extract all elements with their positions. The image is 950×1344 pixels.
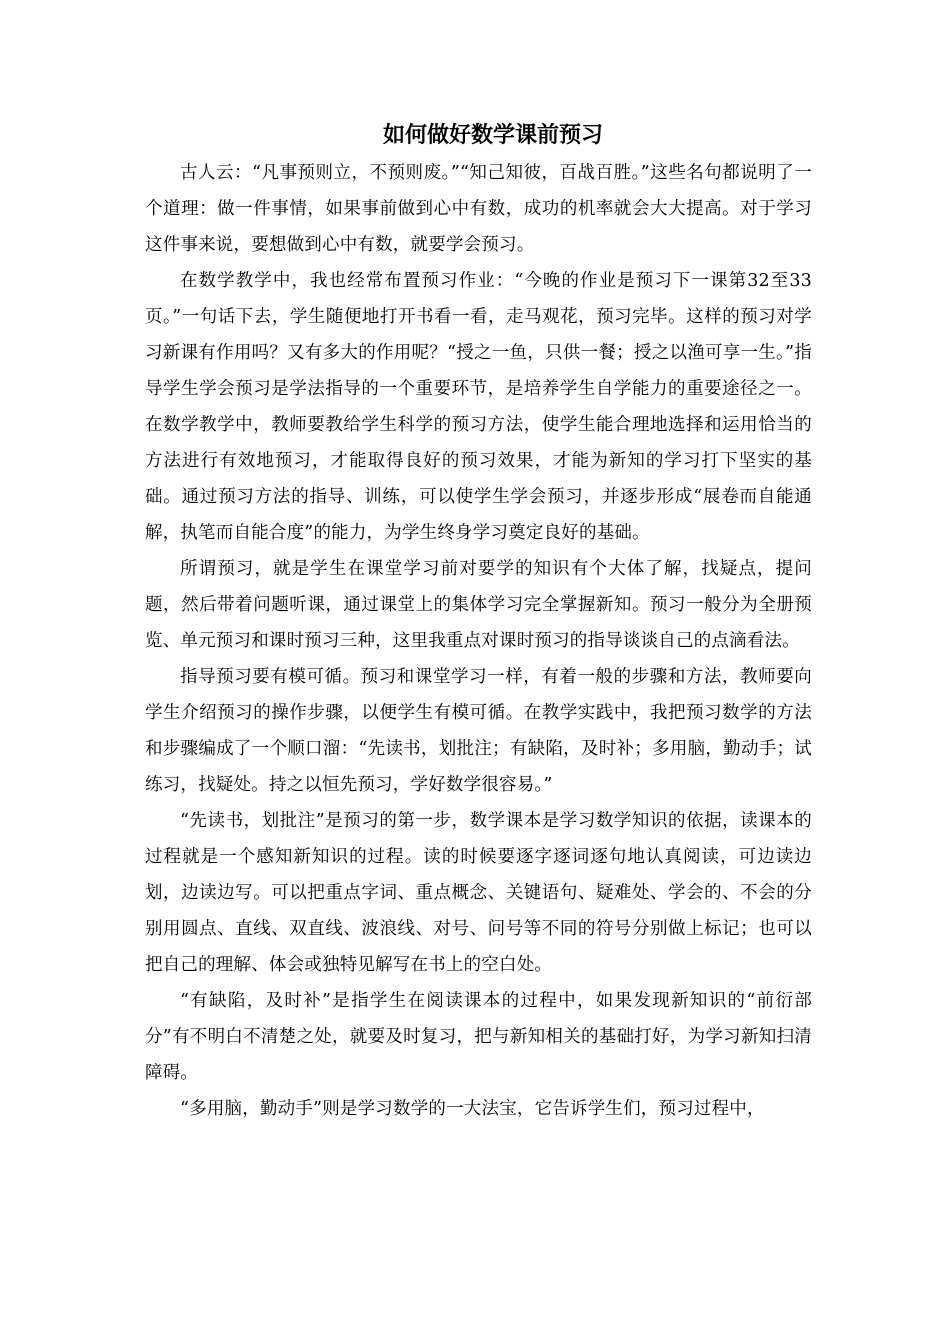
- paragraph-2: 在数学教学中，我也经常布置预习作业：“今晚的作业是预习下一课第32至33页。”一句话下去，学生随便地打开书看一看，走马观花，预习完毕。这样的预习对学习新课有作用吗？又有多大的作用呢？“授之一鱼，只供一餐；授之以渔可享一生。”指导学生学会预习是学法指导的一个重要环节，是培养学生自学能力的重要途径之一。在数学教学中，教师要教给学生科学的预习方法，使学生能合理地选择和运用恰当的方法进行有效地预习，才能取得良好的预习效果，才能为新知的学习打下坚实的基础。通过预习方法的指导、训练，可以使学生学会预习，并逐步形成“展卷而自能通解，执笔而自能合度”的能力，为学生终身学习奠定良好的基础。: [145, 271, 812, 543]
- paragraph-1: 古人云：“凡事预则立，不预则废。”“知己知彼，百战百胜。”这些名句都说明了一个道理：做一件事情，如果事前做到心中有数，成功的机率就会大大提高。对于学习这件事来说，要想做到心中有数，就要学会预习。: [145, 163, 812, 255]
- paragraph-5: “先读书，划批注”是预习的第一步，数学课本是学习数学知识的依据，读课本的过程就是一个感知新知识的过程。读的时候要逐字逐词逐句地认真阅读，可边读边划，边读边写。可以把重点字词、重点概念、关键语句、疑难处、学会的、不会的分别用圆点、直线、双直线、波浪线、对号、问号等不同的符号分别做上标记；也可以把自己的理解、体会或独特见解写在书上的空白处。: [145, 811, 812, 975]
- document-body: [145, 155, 812, 1127]
- paragraph-4: 指导预习要有模可循。预习和课堂学习一样，有着一般的步骤和方法，教师要向学生介绍预习的操作步骤，以便学生有模可循。在教学实践中，我把预习数学的方法和步骤编成了一个顺口溜：“先读书，划批注；有缺陷，及时补；多用脑，勤动手；试练习，找疑处。持之以恒先预习，学好数学很容易。”: [145, 667, 812, 795]
- paragraph-3: 所谓预习，就是学生在课堂学习前对要学的知识有个大体了解，找疑点，提问题，然后带着问题听课，通过课堂上的集体学习完全掌握新知。预习一般分为全册预览、单元预习和课时预习三种，这里我重点对课时预习的指导谈谈自己的点滴看法。: [145, 559, 812, 651]
- paragraph-6: “有缺陷，及时补”是指学生在阅读课本的过程中，如果发现新知识的“前衍部分”有不明白不清楚之处，就要及时复习，把与新知相关的基础打好，为学习新知扫清障碍。: [145, 991, 812, 1083]
- paragraph-7: “多用脑，勤动手”则是学习数学的一大法宝，它告诉学生们，预习过程中，: [180, 1099, 765, 1119]
- document-title: 如何做好数学课前预习: [382, 122, 603, 148]
